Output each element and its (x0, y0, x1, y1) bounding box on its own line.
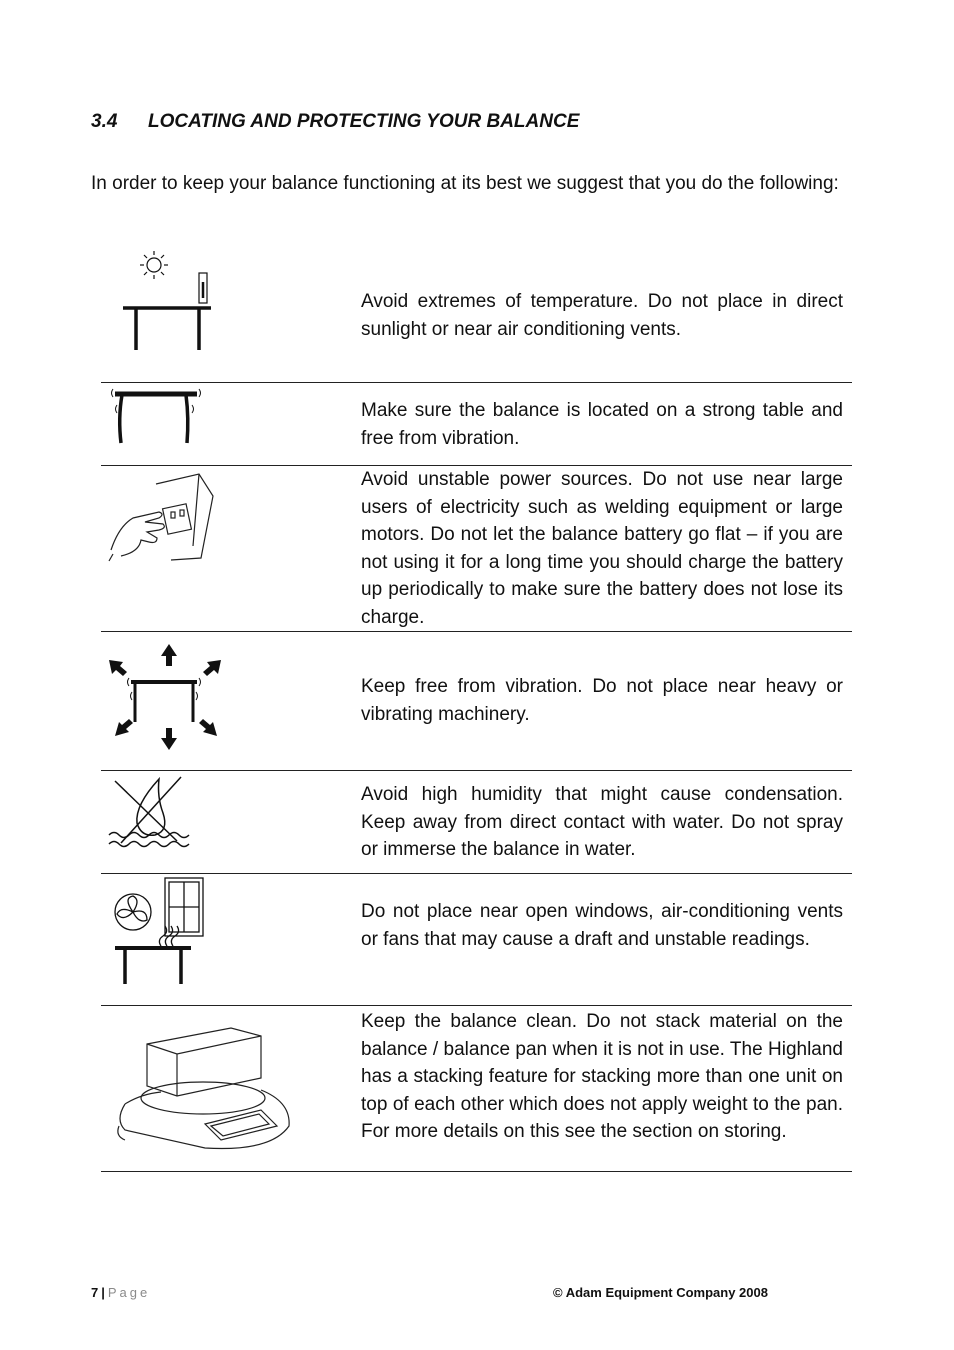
section-heading (91, 111, 579, 133)
section-title: LOCATING AND PROTECTING YOUR BALANCE (148, 111, 580, 132)
vibration-arrows-table-icon (101, 632, 231, 757)
footer-separator: | (101, 1285, 105, 1300)
page-label: Page (107, 1285, 151, 1300)
footer-page-info (91, 1285, 150, 1300)
footer-copyright: © Adam Equipment Company 2008 (553, 1285, 768, 1300)
stacked-balance-icon (101, 1006, 301, 1156)
item-text: Do not place near open windows, air-conditioning vents or fans that may cause a draft and unstable readings. (361, 901, 843, 950)
item-text: Avoid unstable power sources. Do not use near large users of electricity such as welding equipment or large motors. Do not let the balance battery go flat – if you are not using it for a long time you should charge the battery up periodically to make sure the battery does not lose its charge. (361, 469, 843, 628)
table-row (101, 240, 852, 382)
sun-thermometer-table-icon (101, 240, 231, 360)
power-outlet-hand-icon (101, 466, 231, 576)
item-text: Avoid high humidity that might cause condensation. Keep away from direct contact with water. Do not spray or immerse the balance in water. (361, 784, 843, 860)
table-row (101, 466, 852, 632)
table-row (101, 1006, 852, 1172)
section-number: 3.4 (91, 111, 118, 132)
item-text: Keep free from vibration. Do not place near heavy or vibrating machinery. (361, 676, 843, 725)
table-row (101, 383, 852, 466)
item-text: Make sure the balance is located on a strong table and free from vibration. (361, 400, 843, 449)
table-row (101, 874, 852, 1006)
item-text: Avoid extremes of temperature. Do not place in direct sunlight or near air conditioning vents. (361, 291, 843, 340)
intro-paragraph: In order to keep your balance functioning at its best we suggest that you do the following: (91, 173, 839, 194)
table-row (101, 771, 852, 874)
page-number: 7 (91, 1285, 99, 1300)
no-water-drop-icon (101, 771, 201, 861)
table-row (101, 632, 852, 771)
item-text: Keep the balance clean. Do not stack material on the balance / balance pan when it is not in use. The Highland has a stacking feature for stacking more than one unit on top of each other which does not apply weight to the pan. For more details on this see the section on storing. (361, 1011, 843, 1142)
fan-window-draft-icon (101, 874, 221, 989)
strong-table-icon (101, 383, 211, 463)
